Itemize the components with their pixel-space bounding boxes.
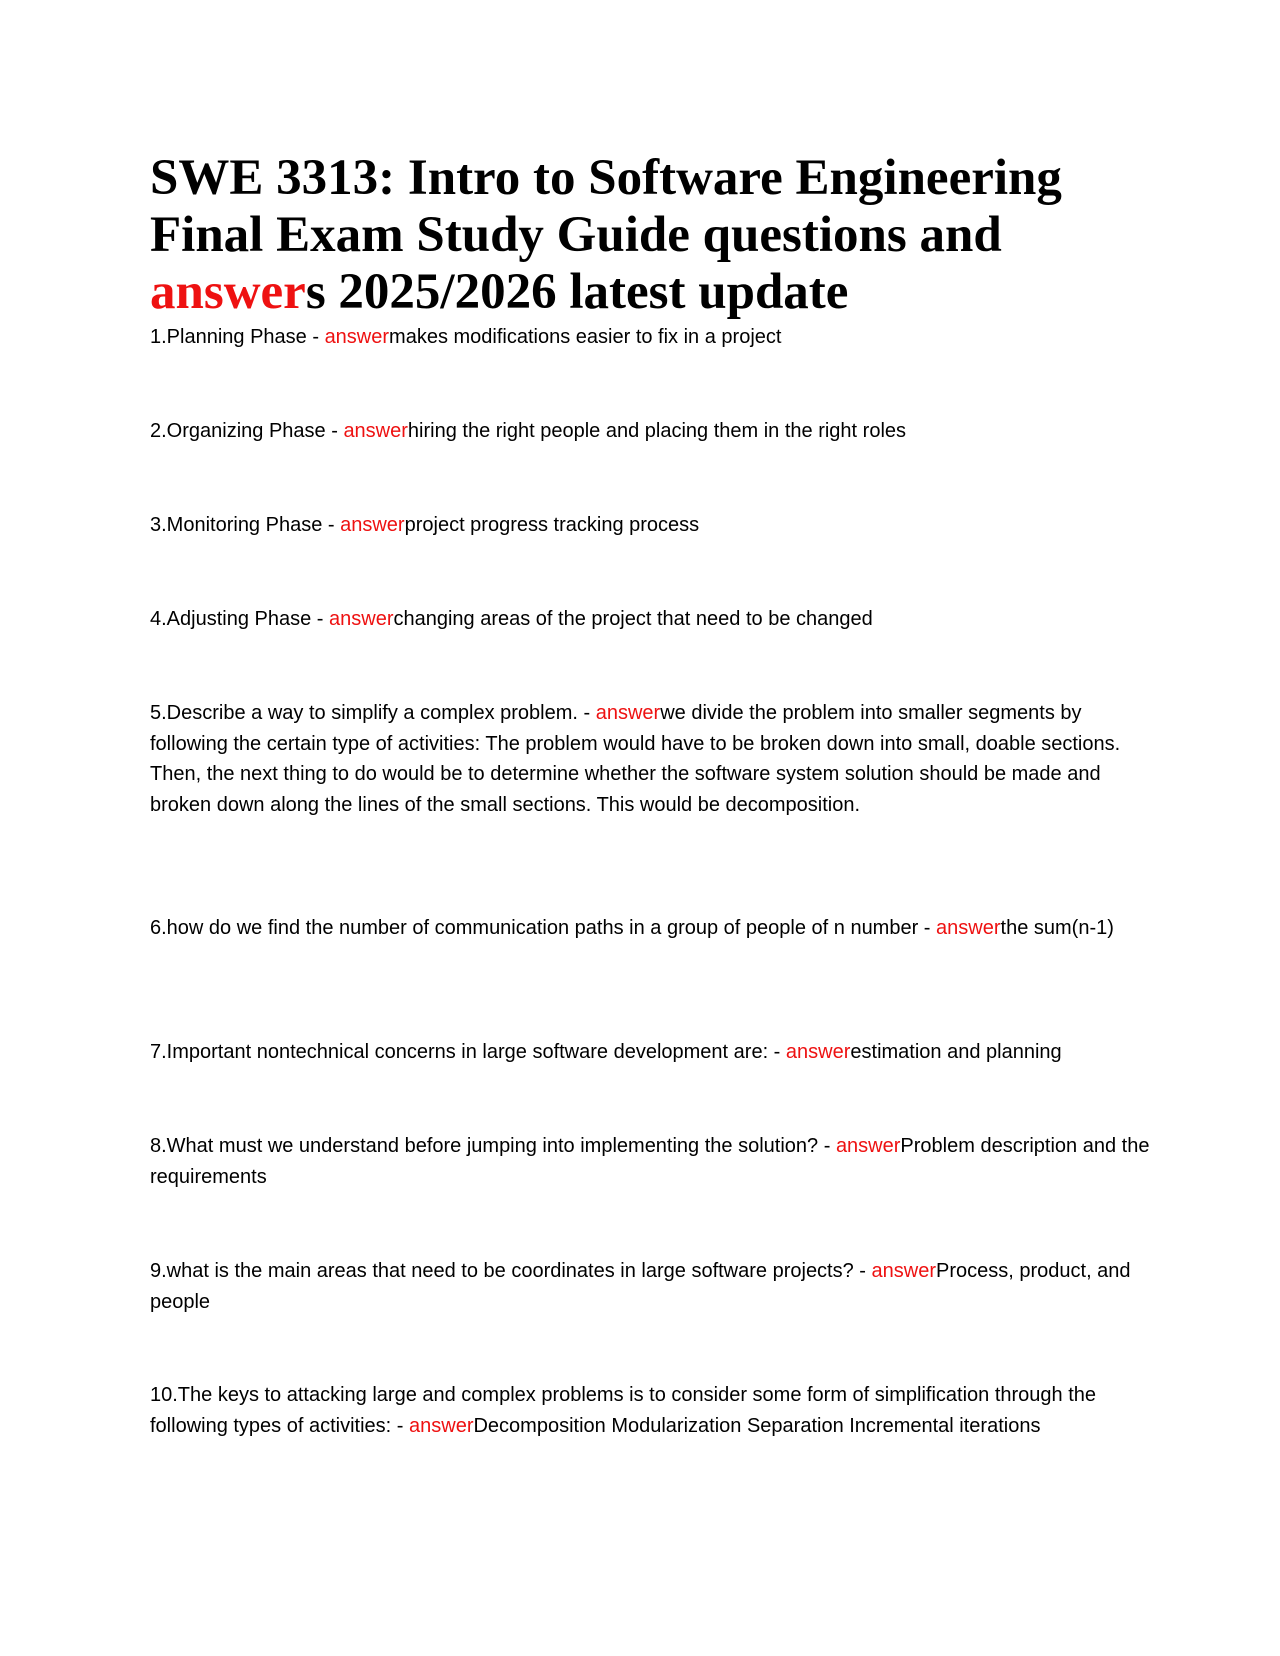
- title-tail: s 2025/2026 latest update: [305, 264, 849, 320]
- answer-text: changing areas of the project that need to be changed: [393, 608, 873, 630]
- question-text: 3.Monitoring Phase -: [150, 514, 341, 536]
- question-text: 4.Adjusting Phase -: [150, 608, 329, 630]
- qa-item: [150, 1256, 1150, 1317]
- answer-text: project progress tracking process: [404, 514, 700, 536]
- answer-marker: answer: [324, 326, 390, 348]
- answer-text: Decomposition Modularization Separation Incremental iterations: [473, 1414, 1041, 1437]
- answer-marker: answer: [595, 702, 661, 724]
- qa-item: [150, 913, 1150, 944]
- answer-marker: answer: [785, 1041, 851, 1063]
- answer-marker: answer: [936, 917, 1001, 939]
- answer-text: Process, product, and people: [150, 1260, 1131, 1313]
- question-text: 10.The keys to attacking large and complex problems is to consider some form of simplification through the following types of activities: -: [150, 1384, 1097, 1437]
- qa-item: [150, 1037, 1150, 1068]
- question-text: 5.Describe a way to simplify a complex problem. -: [150, 702, 596, 724]
- qa-item: [150, 698, 1150, 820]
- question-text: 1.Planning Phase -: [150, 326, 325, 348]
- qa-item: [150, 1380, 1150, 1441]
- answer-text: we divide the problem into smaller segments by following the certain type of activities: The problem would have to be broken down into small, doable sections. Then, the next thing to do would be to determine whether the software system solution should be made and broken down along the lines of the small sections. This would be decomposition.: [150, 702, 1121, 816]
- qa-item: [150, 1131, 1150, 1192]
- answer-text: hiring the right people and placing them in the right roles: [407, 420, 907, 442]
- title-main: SWE 3313: Intro to Software Engineering Final Exam Study Guide questions and: [150, 150, 1062, 263]
- question-text: 6.how do we find the number of communication paths in a group of people of n number -: [150, 917, 937, 939]
- answer-text: Problem description and the requirements: [150, 1135, 1150, 1188]
- question-text: 9.what is the main areas that need to be coordinates in large software projects? -: [150, 1260, 872, 1282]
- qa-item: [150, 322, 1150, 353]
- answer-marker: answer: [343, 420, 408, 442]
- answer-text: the sum(n-1): [1000, 917, 1114, 939]
- title-answer-highlight: answer: [150, 264, 306, 320]
- answer-text: makes modifications easier to fix in a project: [389, 326, 782, 348]
- question-text: 2.Organizing Phase -: [150, 420, 344, 442]
- qa-item: [150, 416, 1150, 447]
- answer-marker: answer: [340, 514, 405, 536]
- answer-marker: answer: [329, 608, 394, 630]
- answer-marker: answer: [871, 1260, 936, 1282]
- question-text: 8.What must we understand before jumping into implementing the solution? -: [150, 1135, 836, 1157]
- answer-marker: answer: [409, 1414, 474, 1437]
- document-title: [150, 150, 1150, 321]
- qa-item: [150, 604, 1150, 635]
- answer-marker: answer: [835, 1135, 901, 1157]
- qa-item: [150, 510, 1150, 541]
- answer-text: estimation and planning: [850, 1041, 1062, 1063]
- question-text: 7.Important nontechnical concerns in large software development are: -: [150, 1041, 786, 1063]
